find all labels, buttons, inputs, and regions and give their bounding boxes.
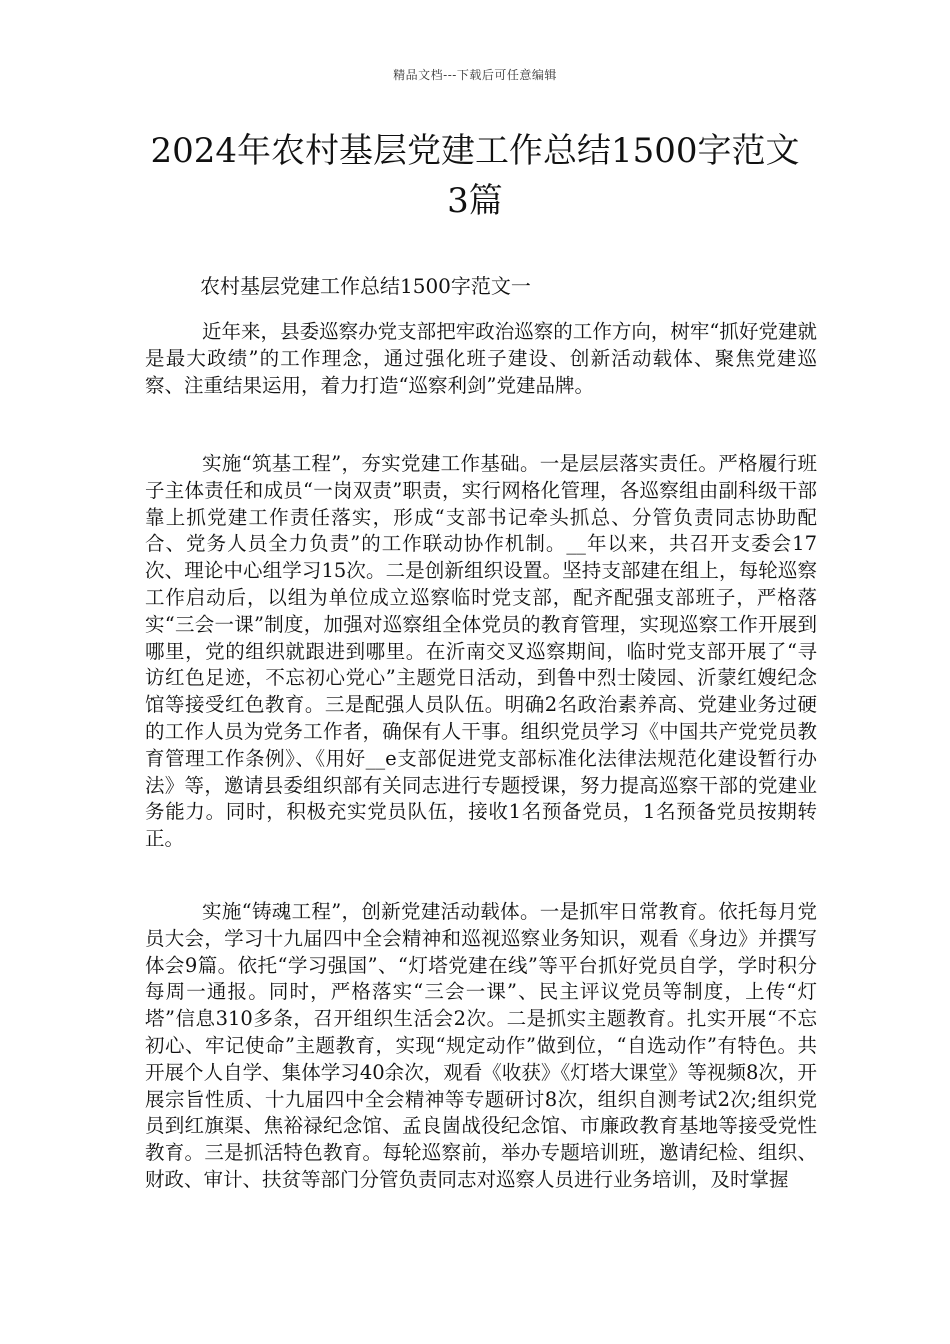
section-subtitle: 农村基层党建工作总结1500字范文一 xyxy=(200,274,531,298)
header-note: 精品文档---下载后可任意编辑 xyxy=(393,68,557,82)
paragraph-soul-project: 实施“铸魂工程”，创新党建活动载体。一是抓牢日常教育。依托每月党员大会，学习十九届四中全会精神和巡视巡察业务知识，观看《身边》并撰写体会9篇。依托“学习强国”、“灯塔党建在线”等平台抓好党员自学，学时积分每周一通报。同时，严格落实“三会一课”、民主评议党员等制度，上传“灯塔”信息310多条，召开组织生活会2次。二是抓实主题教育。扎实开展“不忘初心、牢记使命”主题教育，实现“规定动作”做到位，“自选动作”有特色。共开展个人自学、集体学习40余次，观看《收获》《灯塔大课堂》等视频8次，开展宗旨性质、十九届四中全会精神等专题研讨8次，组织自测考试2次;组织党员到红旗渠、焦裕禄纪念馆、孟良崮战役纪念馆、市廉政教育基地等接受党性教育。三是抓活特色教育。每轮巡察前，举办专题培训班，邀请纪检、组织、财政、审计、扶贫等部门分管负责同志对巡察人员进行业务培训，及时掌握 xyxy=(145,900,817,1191)
document-title xyxy=(100,126,850,226)
title-line-1: 2024年农村基层党建工作总结1500字范文 xyxy=(150,131,800,171)
paragraph-intro: 近年来，县委巡察办党支部把牢政治巡察的工作方向，树牢“抓好党建就是最大政绩”的工作理念，通过强化班子建设、创新活动载体、聚焦党建巡察、注重结果运用，着力打造“巡察利剑”党建品牌。 xyxy=(145,320,817,397)
title-line-2: 3篇 xyxy=(447,181,503,221)
paragraph-foundation-project: 实施“筑基工程”，夯实党建工作基础。一是层层落实责任。严格履行班子主体责任和成员“一岗双责”职责，实行网格化管理，各巡察组由副科级干部靠上抓党建工作责任落实，形成“支部书记牵头抓总、分管负责同志协助配合、党务人员全力负责”的工作联动协作机制。__年以来，共召开支委会17次、理论中心组学习15次。二是创新组织设置。坚持支部建在组上，每轮巡察工作启动后，以组为单位成立巡察临时党支部，配齐配强支部班子，严格落实“三会一课”制度，加强对巡察组全体党员的教育管理，实现巡察工作开展到哪里，党的组织就跟进到哪里。在沂南交叉巡察期间，临时党支部开展了“寻访红色足迹，不忘初心党心”主题党日活动，到鲁中烈士陵园、沂蒙红嫂纪念馆等接受红色教育。三是配强人员队伍。明确2名政治素养高、党建业务过硬的工作人员为党务工作者，确保有人干事。组织党员学习《中国共产党党员教育管理工作条例》、《用好__e支部促进党支部标准化法律法规范化建设暂行办法》等，邀请县委组织部有关同志进行专题授课，努力提高巡察干部的党建业务能力。同时，积极充实党员队伍，接收1名预备党员，1名预备党员按期转正。 xyxy=(145,452,817,851)
